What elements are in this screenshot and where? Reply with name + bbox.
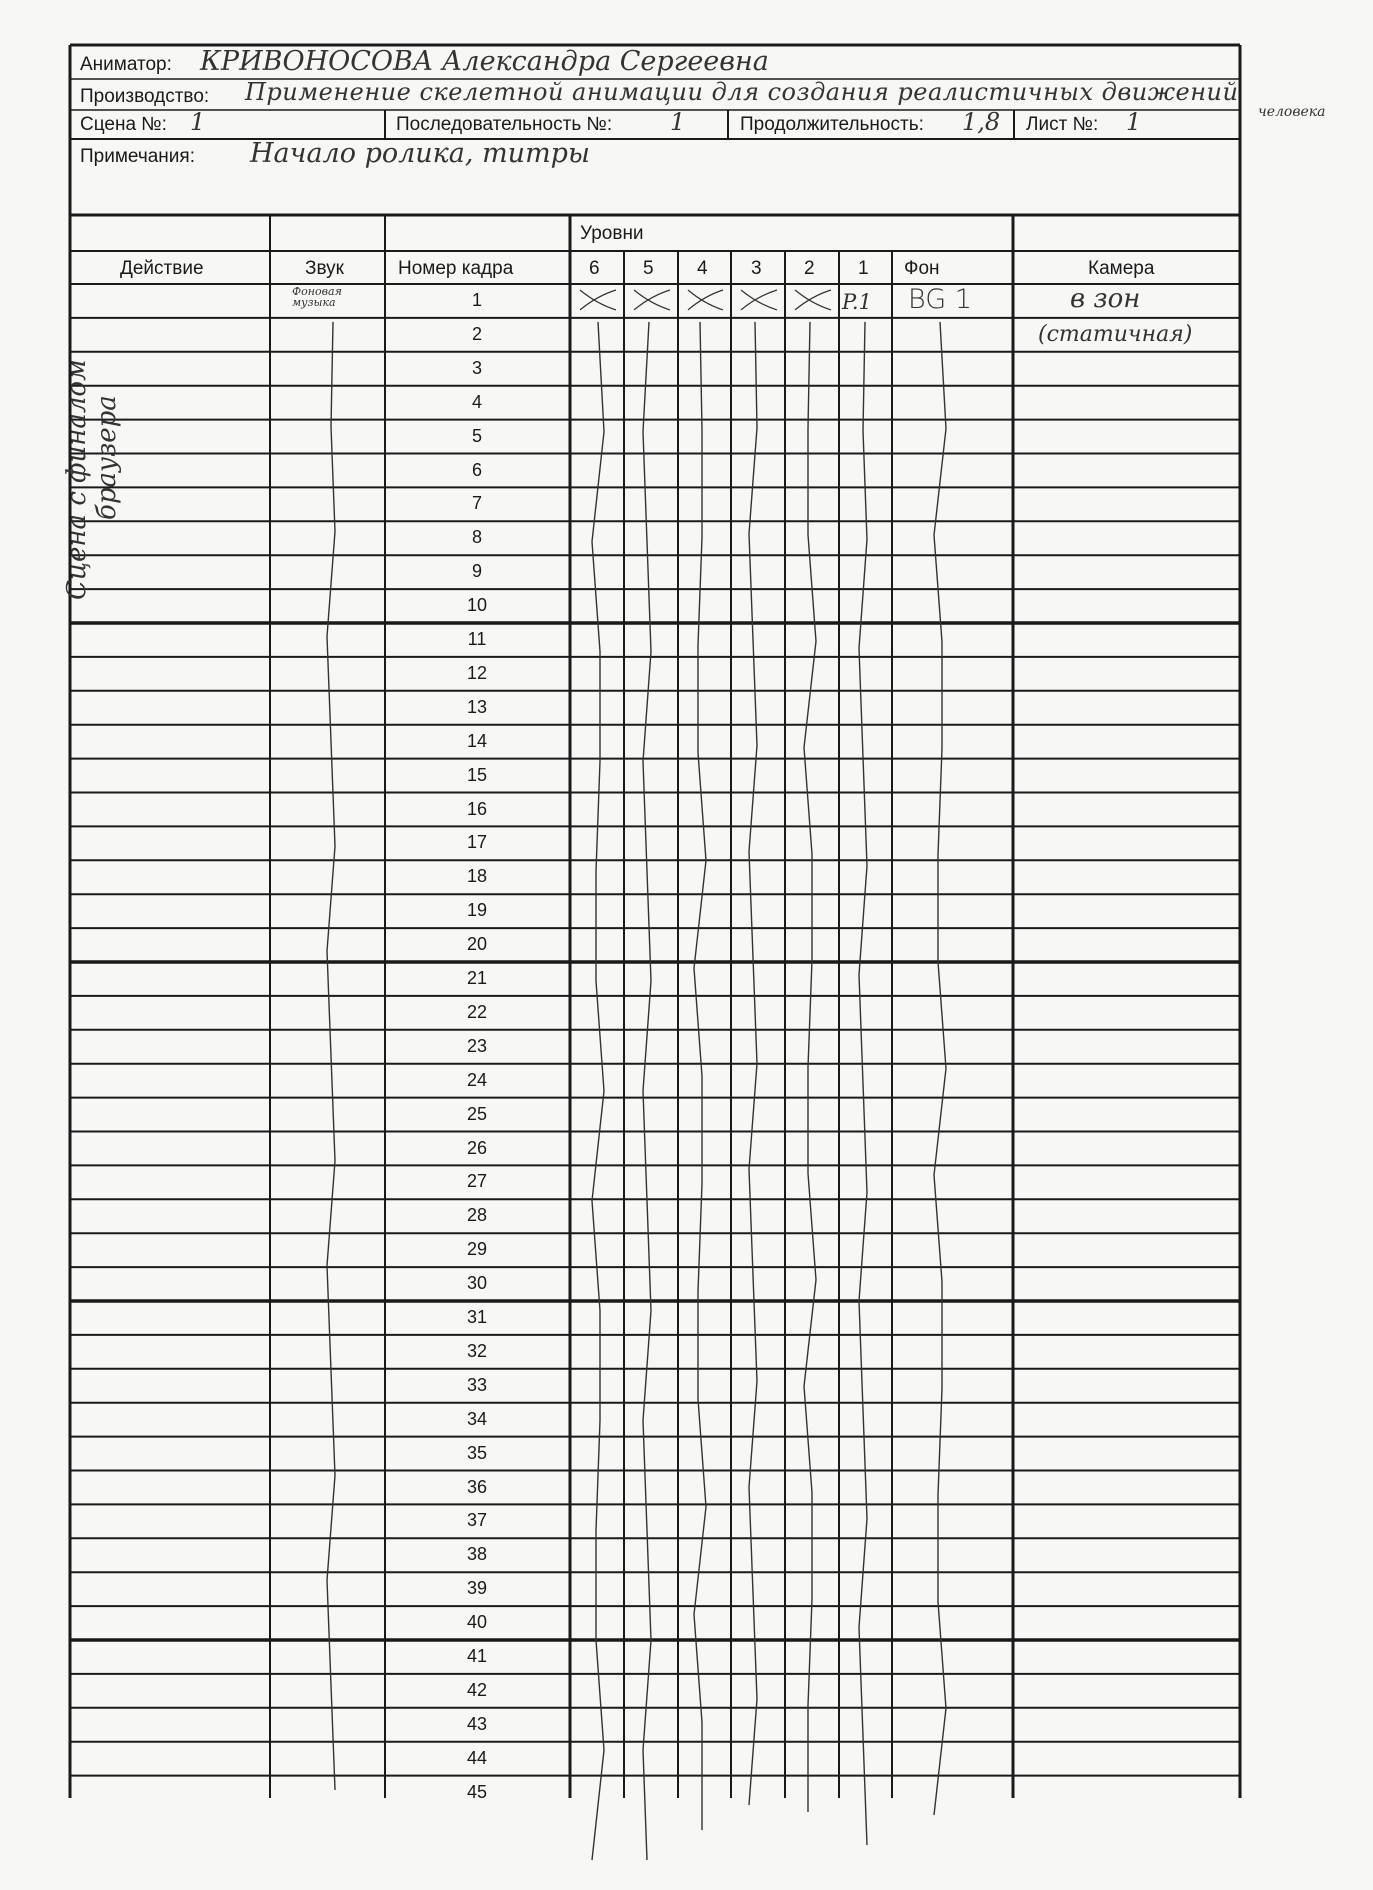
frame-number: 15 xyxy=(466,764,488,785)
frame-number: 21 xyxy=(466,968,488,988)
col-sound: Звук xyxy=(305,258,344,279)
level-6-hold-line xyxy=(592,322,604,1860)
notes-label: Примечания: xyxy=(80,146,195,167)
frame-number: 35 xyxy=(466,1442,488,1463)
frame-number: 25 xyxy=(466,1103,488,1124)
sheet-value: 1 xyxy=(1126,108,1142,136)
sequence-label: Последовательность №: xyxy=(396,114,613,135)
sequence-value: 1 xyxy=(670,108,686,136)
level-2-hold-line xyxy=(804,322,816,1812)
frame-number: 33 xyxy=(466,1374,488,1395)
frame-number: 17 xyxy=(466,832,488,853)
row1-background: BG 1 xyxy=(908,284,972,315)
empty-level-mark xyxy=(688,290,723,310)
empty-level-mark xyxy=(795,290,831,310)
duration-value: 1,8 xyxy=(962,108,1001,136)
animator-value: КРИВОНОСОВА Александра Сергеевна xyxy=(200,46,769,77)
col-action: Действие xyxy=(120,258,204,279)
frame-number: 3 xyxy=(471,357,482,378)
frame-number: 27 xyxy=(466,1171,488,1192)
row1-sound: Фоновая музыка xyxy=(292,285,342,309)
frame-number: 2 xyxy=(471,323,482,344)
col-level-3: 3 xyxy=(751,258,762,279)
level-5-hold-line xyxy=(643,322,651,1860)
frame-number: 40 xyxy=(466,1612,488,1633)
levels-label: Уровни xyxy=(580,223,644,244)
frame-number: 19 xyxy=(466,900,488,921)
empty-level-mark xyxy=(741,290,777,310)
frame-number: 28 xyxy=(466,1205,488,1226)
frame-number: 6 xyxy=(471,459,482,480)
frame-number: 1 xyxy=(471,290,482,310)
row1-camera-line2: (статичная) xyxy=(1038,322,1193,347)
frame-number: 4 xyxy=(471,391,482,412)
col-level-6: 6 xyxy=(589,258,600,279)
frame-number: 22 xyxy=(466,1001,488,1022)
frame-number: 11 xyxy=(467,629,487,649)
action-vertical-note xyxy=(62,280,132,600)
scene-label: Сцена №: xyxy=(80,114,167,135)
frame-number: 38 xyxy=(466,1544,488,1565)
col-level-5: 5 xyxy=(643,258,654,279)
action-note-line1: Сцена с финалом xyxy=(62,359,92,600)
frame-number: 5 xyxy=(471,425,482,446)
production-label: Производство: xyxy=(80,86,210,107)
frame-number: 12 xyxy=(466,662,488,683)
frame-number: 41 xyxy=(466,1646,488,1666)
sheet-label: Лист №: xyxy=(1026,114,1099,135)
frame-number: 36 xyxy=(466,1476,488,1497)
col-level-4: 4 xyxy=(697,258,708,279)
empty-level-mark xyxy=(795,290,831,310)
frame-number: 45 xyxy=(466,1781,488,1802)
frame-number: 8 xyxy=(471,527,482,548)
notes-value: Начало ролика, титры xyxy=(250,138,590,169)
frame-number: 16 xyxy=(466,798,488,819)
background-hold-line xyxy=(934,322,946,1815)
level-4-hold-line xyxy=(694,322,706,1830)
action-note-line2: браузера xyxy=(92,395,122,520)
col-camera: Камера xyxy=(1088,258,1155,279)
frame-number: 43 xyxy=(466,1713,488,1734)
production-value: Применение скелетной анимации для создания реалистичных движений xyxy=(245,78,1239,106)
col-background: Фон xyxy=(904,258,940,279)
empty-level-mark xyxy=(741,290,777,310)
frame-number: 32 xyxy=(466,1340,488,1361)
frame-number: 30 xyxy=(466,1273,488,1294)
frame-number: 10 xyxy=(466,595,488,616)
col-frame-number: Номер кадра xyxy=(398,258,514,279)
frame-number: 9 xyxy=(471,561,482,582)
frame-number: 39 xyxy=(466,1578,488,1599)
frame-number: 14 xyxy=(466,730,488,751)
empty-level-mark xyxy=(688,290,723,310)
empty-level-mark xyxy=(580,290,616,310)
frame-number: 31 xyxy=(466,1307,488,1327)
production-value-extra: человека xyxy=(1258,104,1326,120)
empty-level-mark xyxy=(634,290,670,310)
sound-hold-line xyxy=(327,322,335,1790)
frame-number: 34 xyxy=(466,1408,488,1429)
frame-number: 18 xyxy=(466,866,488,887)
row1-camera-line1: в зон xyxy=(1070,284,1141,314)
frame-number: 7 xyxy=(471,493,482,514)
frame-number: 42 xyxy=(466,1679,488,1700)
col-level-2: 2 xyxy=(804,258,815,279)
empty-level-mark xyxy=(634,290,670,310)
frame-number: 23 xyxy=(466,1035,488,1056)
frame-number: 20 xyxy=(466,934,488,955)
empty-level-mark xyxy=(580,290,616,310)
frame-number: 13 xyxy=(466,696,488,717)
frame-number: 29 xyxy=(466,1239,488,1260)
level-1-hold-line xyxy=(859,322,867,1845)
frame-number: 37 xyxy=(466,1510,488,1531)
duration-label: Продолжительность: xyxy=(740,114,924,135)
row1-level-1: P.1 xyxy=(842,290,872,314)
frame-number: 24 xyxy=(466,1069,488,1090)
frame-number: 26 xyxy=(466,1137,488,1158)
col-level-1: 1 xyxy=(858,258,869,279)
animator-label: Аниматор: xyxy=(80,54,172,75)
frame-number: 44 xyxy=(466,1747,488,1768)
scene-value: 1 xyxy=(190,108,206,136)
